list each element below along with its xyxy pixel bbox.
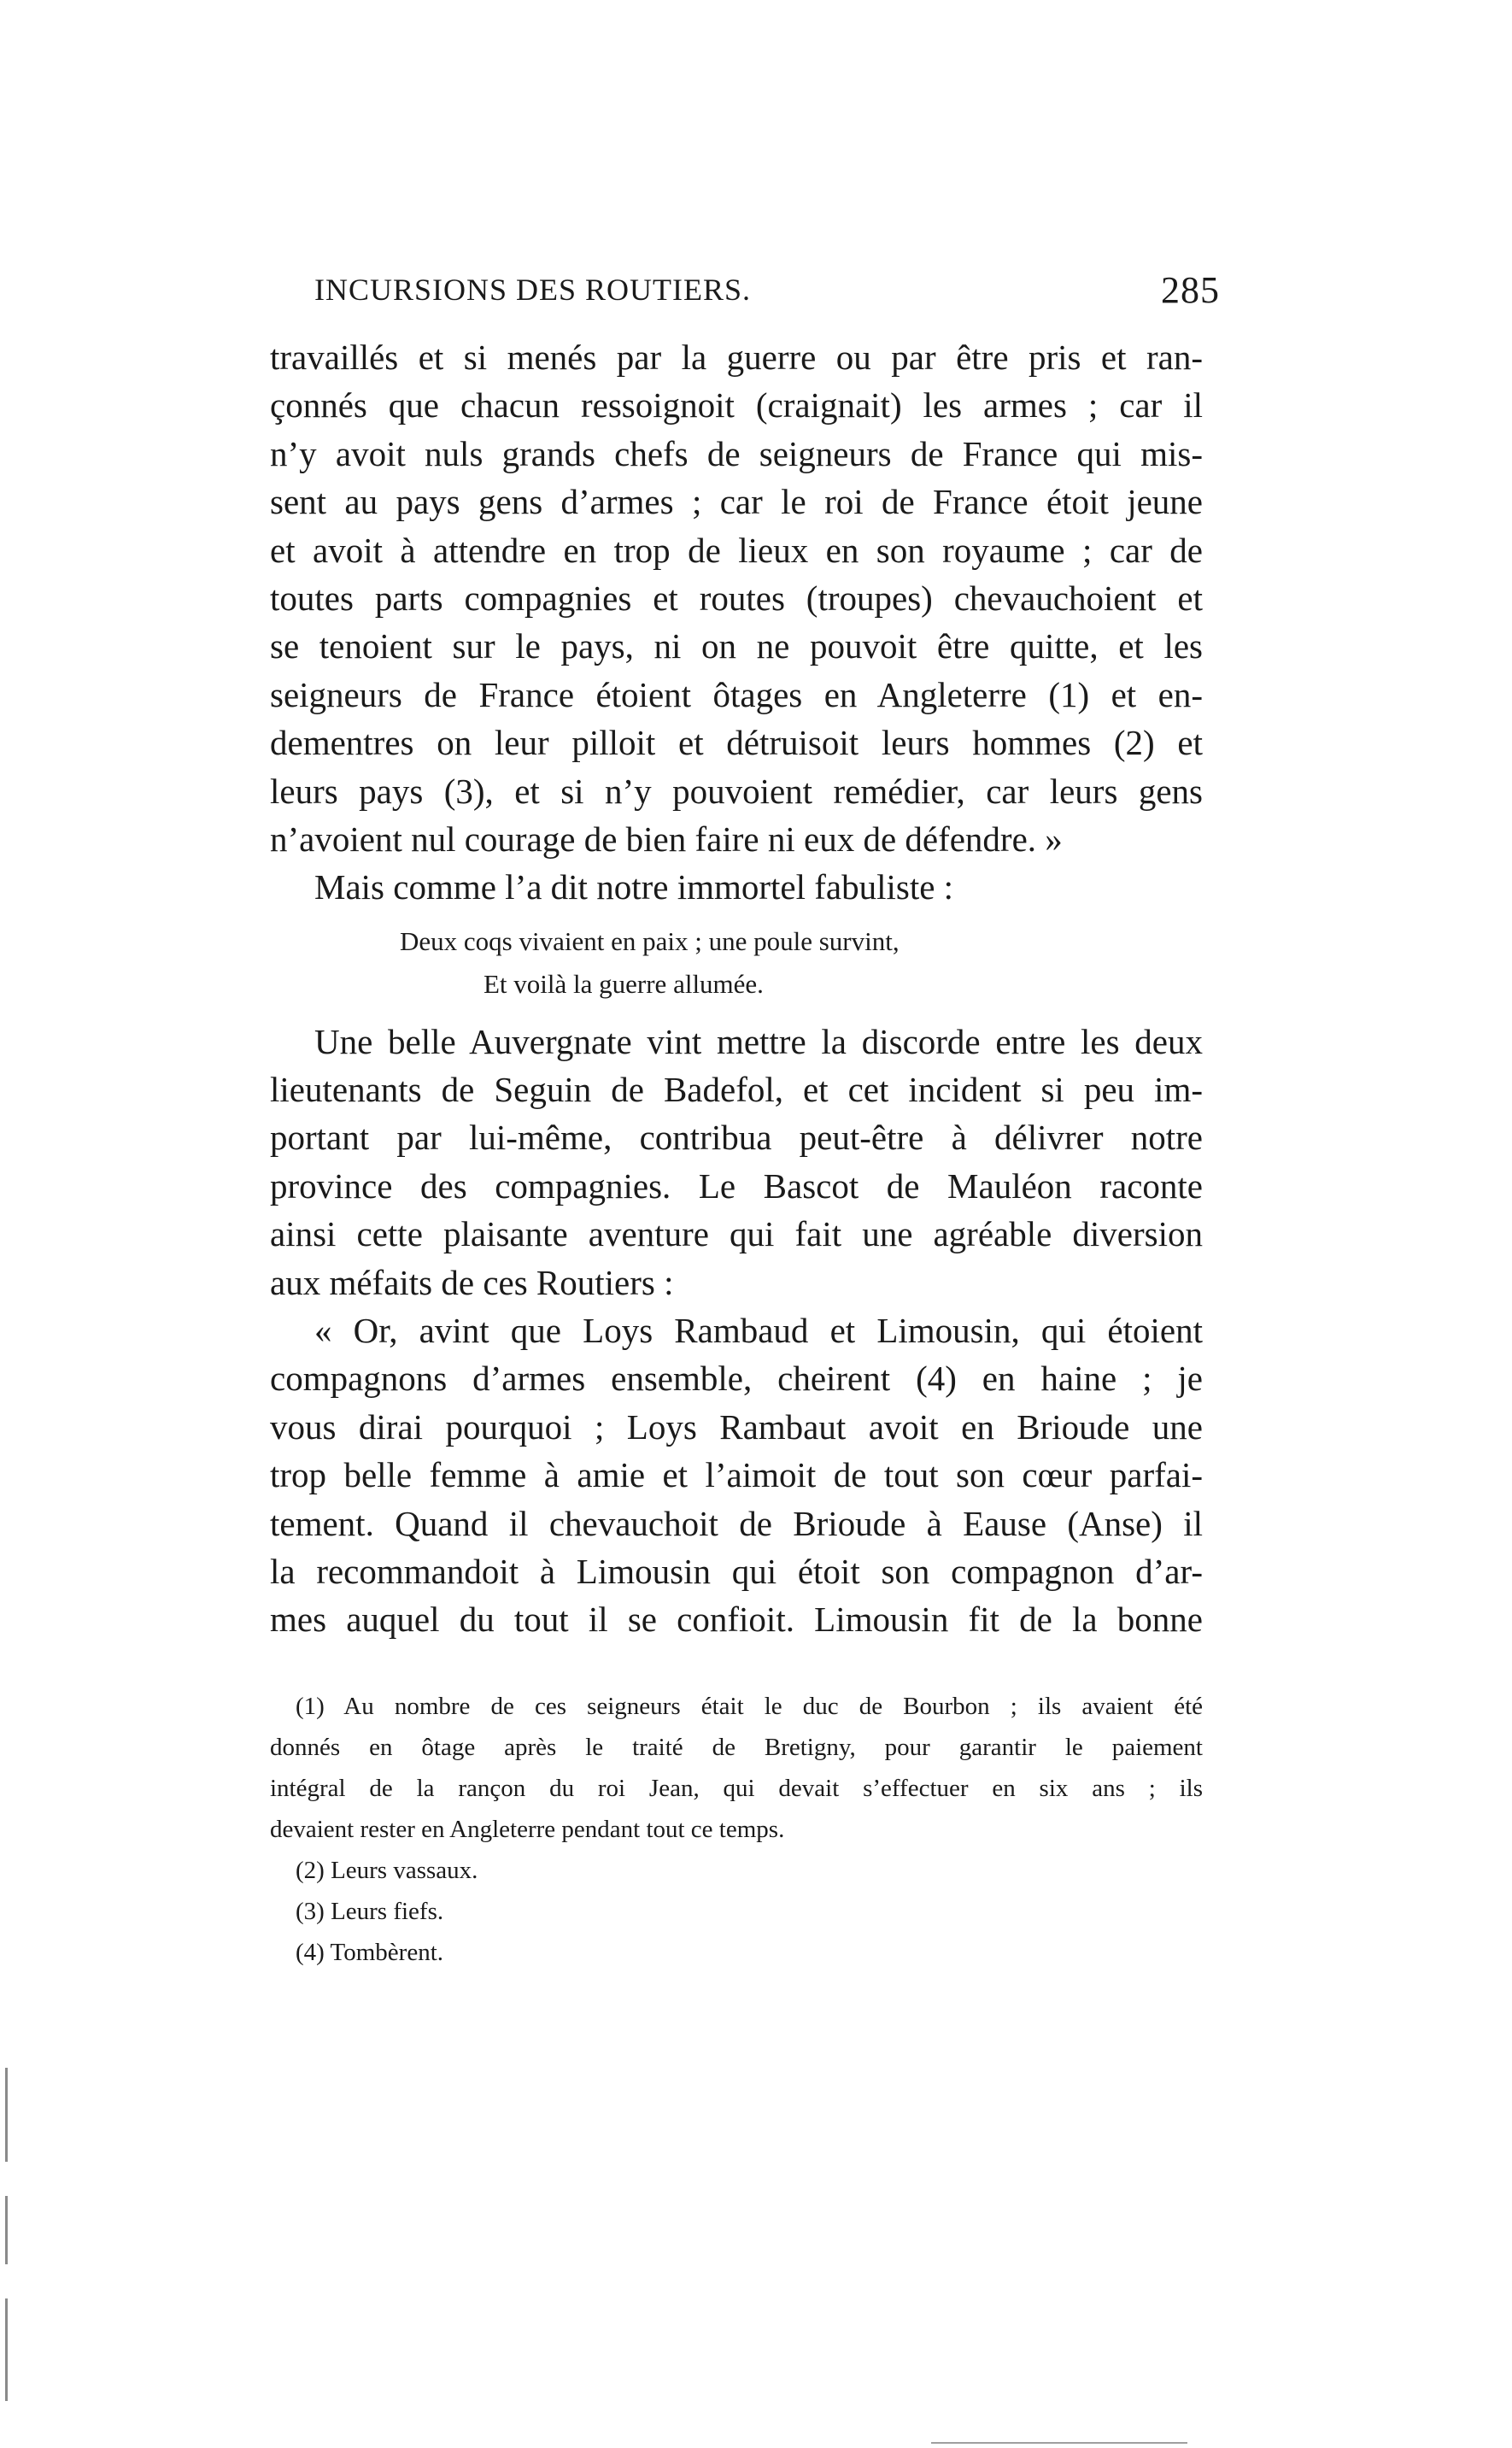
scan-bottom-mark: [931, 2442, 1187, 2444]
footnote-line: devaient rester en Angleterre pendant tout ce temps.: [270, 1816, 785, 1843]
text-line: leurs pays (3), et si n’y pouvoient remédier, car leurs gens: [270, 771, 1203, 811]
footnote-line: (3) Leurs fiefs.: [296, 1898, 444, 1925]
text-line: compagnons d’armes ensemble, cheirent (4) en haine ; je: [270, 1359, 1203, 1399]
verse-line: Deux coqs vivaient en paix ; une poule survint,: [400, 925, 900, 956]
text-line: aux méfaits de ces Routiers :: [270, 1262, 674, 1302]
text-line: tement. Quand il chevauchoit de Brioude à Eause (Anse) il: [270, 1503, 1203, 1543]
text-line: seigneurs de France étoient ôtages en Angleterre (1) et en-: [270, 674, 1203, 714]
text-line: trop belle femme à amie et l’aimoit de tout son cœur parfai-: [270, 1455, 1203, 1495]
text-line: Une belle Auvergnate vint mettre la discorde entre les deux: [314, 1021, 1203, 1061]
footnote-line: (2) Leurs vassaux.: [296, 1857, 478, 1884]
page-number: 285: [1161, 269, 1220, 311]
running-title: INCURSIONS DES ROUTIERS.: [314, 273, 752, 307]
text-line: « Or, avint que Loys Rambaud et Limousin, qui étoient: [314, 1311, 1203, 1351]
text-line: ainsi cette plaisante aventure qui fait une agréable diversion: [270, 1214, 1203, 1254]
verse-quote: [270, 920, 1203, 1006]
scan-margin-mark: [5, 2298, 8, 2401]
text-line: sent au pays gens d’armes ; car le roi de France étoit jeune: [270, 482, 1203, 522]
text-line: et avoit à attendre en trop de lieux en son royaume ; car de: [270, 530, 1203, 570]
main-text: [270, 333, 1203, 1644]
text-line: toutes parts compagnies et routes (troupes) chevauchoient et: [270, 578, 1203, 618]
text-line: vous dirai pourquoi ; Loys Rambaut avoit en Brioude une: [270, 1406, 1203, 1447]
text-line: travaillés et si menés par la guerre ou par être pris et ran-: [270, 338, 1203, 377]
text-line: la recommandoit à Limousin qui étoit son compagnon d’ar-: [270, 1551, 1203, 1591]
text-line: mes auquel du tout il se confioit. Limousin fit de la bonne: [270, 1600, 1203, 1640]
footnote-line: intégral de la rançon du roi Jean, qui devait s’effectuer en six ans ; ils: [270, 1775, 1203, 1802]
text-line: province des compagnies. Le Bascot de Mauléon raconte: [270, 1165, 1203, 1206]
scan-margin-mark: [5, 2196, 8, 2264]
footnotes: [270, 1686, 1203, 1973]
text-line: se tenoient sur le pays, ni on ne pouvoit être quitte, et les: [270, 626, 1203, 666]
scan-margin-mark: [5, 2068, 8, 2162]
text-line: Mais comme l’a dit notre immortel fabuliste :: [314, 867, 954, 907]
text-line: n’avoient nul courage de bien faire ni eux de défendre. »: [270, 819, 1063, 859]
text-line: dementres on leur pilloit et détruisoit leurs hommes (2) et: [270, 723, 1203, 763]
footnote-line: (4) Tombèrent.: [296, 1939, 443, 1966]
text-line: portant par lui-même, contribua peut-être à délivrer notre: [270, 1118, 1203, 1158]
footnote-line: donnés en ôtage après le traité de Bretigny, pour garantir le paiement: [270, 1734, 1203, 1761]
text-line: lieutenants de Seguin de Badefol, et cet incident si peu im-: [270, 1070, 1203, 1110]
text-line: çonnés que chacun ressoignoit (craignait) les armes ; car il: [270, 385, 1203, 426]
text-line: n’y avoit nuls grands chefs de seigneurs de France qui mis-: [270, 433, 1203, 473]
verse-line: Et voilà la guerre allumée.: [483, 968, 764, 999]
footnote-line: (1) Au nombre de ces seigneurs était le duc de Bourbon ; ils avaient été: [296, 1693, 1203, 1720]
